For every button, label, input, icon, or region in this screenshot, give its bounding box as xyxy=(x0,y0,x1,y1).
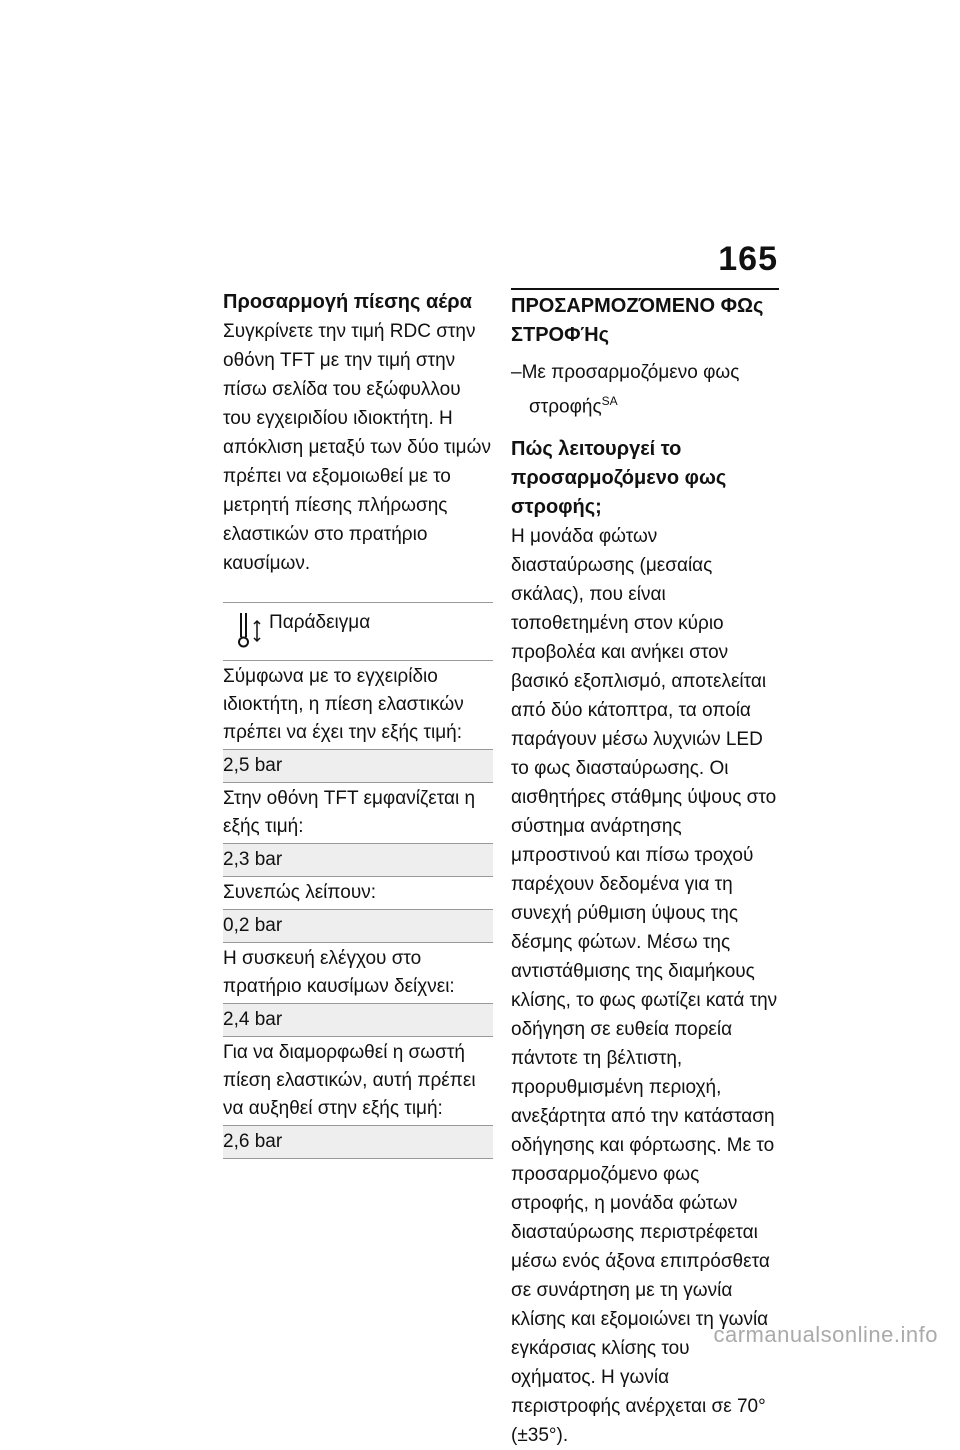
tire-pressure-gauge-icon xyxy=(237,611,263,658)
example-value-row: 2,4 bar xyxy=(223,1004,493,1037)
example-value-row: 2,3 bar xyxy=(223,844,493,877)
sa-marker: SA xyxy=(601,394,618,408)
example-header xyxy=(223,603,493,661)
example-value-row: 0,2 bar xyxy=(223,910,493,943)
question-heading: Πώς λειτουργεί το προσαρμοζόμενο φως στροφής; xyxy=(511,438,727,519)
right-column xyxy=(511,288,779,1450)
example-label: Παράδειγμα xyxy=(269,612,371,633)
section-rule xyxy=(511,288,779,290)
page-number: 165 xyxy=(718,240,778,278)
equipment-bullet xyxy=(511,358,779,421)
example-value-row: 2,6 bar xyxy=(223,1126,493,1159)
example-table xyxy=(223,602,493,1159)
section-title: ΠΡΟΣΑΡΜΟΖΌΜΕΝΟ ΦΩς ΣΤΡΟΦΉς xyxy=(511,295,764,346)
example-row: Για να διαμορφωθεί η σωστή πίεση ελαστικών, αυτή πρέπει να αυξηθεί στην εξής τιμή: xyxy=(223,1037,493,1126)
example-row: Η συσκευή ελέγχου στο πρατήριο καυσίμων δείχνει: xyxy=(223,943,493,1004)
tire-pressure-paragraph: Συγκρίνετε την τιμή RDC στην οθόνη TFT με την τιμή στην πίσω σελίδα του εξώφυλλου του εγχειριδίου ιδιοκτήτη. Η απόκλιση μεταξύ των δύο τιμών πρέπει να εξομοιωθεί με το μετρητή πίεσης πλήρωσης ελαστικών στο πρατήριο καυσίμων. xyxy=(223,321,491,574)
site-watermark: carmanualsonline.info xyxy=(713,1322,938,1347)
example-row: Στην οθόνη TFT εμφανίζεται η εξής τιμή: xyxy=(223,783,493,844)
bullet-text: –Με προσαρμοζόμενο φως στροφής xyxy=(511,362,740,418)
tire-pressure-heading: Προσαρμογή πίεσης αέρα xyxy=(223,291,472,313)
example-row: Συνεπώς λείπουν: xyxy=(223,877,493,910)
example-value-row: 2,5 bar xyxy=(223,750,493,783)
example-row: Σύμφωνα με το εγχειρίδιο ιδιοκτήτη, η πίεση ελαστικών πρέπει να έχει την εξής τιμή: xyxy=(223,661,493,750)
left-column xyxy=(223,288,493,1159)
description-paragraph: Η μονάδα φώτων διασταύρωσης (μεσαίας σκάλας), που είναι τοποθετημένη στον κύριο προβολέα και ανήκει στον βασικό εξοπλισμό, αποτελείται από δύο κάτοπτρα, τα οποία παράγουν μέσω λυχνιών LED το φως διασταύρωσης. Οι αισθητήρες στάθμης ύψους στο σύστημα ανάρτησης μπροστινού και πίσω τροχού παρέχουν δεδομένα για τη συνεχή ρύθμιση ύψους της δέσμης φώτων. Μέσω της αντιστάθμισης της διαμήκους κλίσης, το φως φωτίζει κατά την οδήγηση σε ευθεία πορεία πάντοτε τη βέλτιστη, προρυθμισμένη περιοχή, ανεξάρτητα από την κατάσταση οδήγησης και φόρτωσης. Με το προσαρμοζόμενο φως στροφής, η μονάδα φώτων διασταύρωσης περιστρέφεται μέσω ενός άξονα επιπρόσθετα σε συνάρτηση με τη γωνία κλίσης και εξομοιώνει τη γωνία εγκάρσιας κλίσης του οχήματος. Η γωνία περιστροφής ανέρχεται σε 70° (±35°). xyxy=(511,526,778,1447)
